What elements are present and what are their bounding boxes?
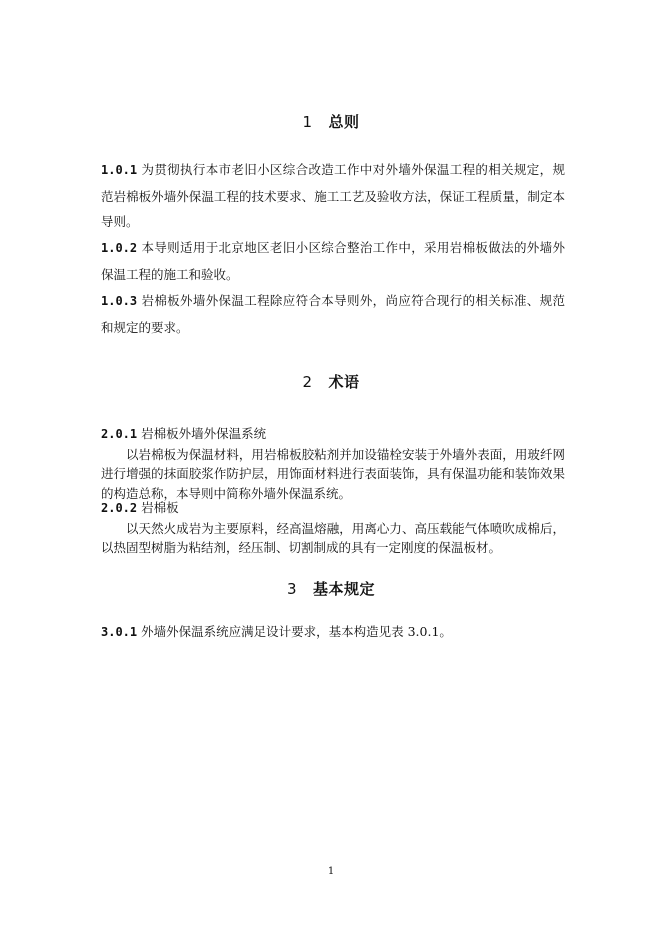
section-title: 术语	[328, 373, 360, 391]
clause-id: 2.0.2	[101, 501, 138, 515]
clause-id: 1.0.3	[101, 294, 138, 308]
clause-text: 本导则适用于北京地区老旧小区综合整治工作中，采用岩棉板做法的外墙外保温工程的施工和验收。	[101, 240, 565, 282]
section-number: 2	[302, 373, 313, 391]
section-title: 基本规定	[313, 580, 376, 598]
term-header	[101, 498, 565, 519]
clause-1-0-1	[101, 157, 565, 235]
page-number: 1	[327, 866, 335, 877]
clause-text: 为贯彻执行本市老旧小区综合改造工作中对外墙外保温工程的相关规定，规范岩棉板外墙外保温工程的技术要求、施工工艺及验收方法，保证工程质量，制定本导则。	[101, 162, 565, 229]
section-heading-2	[0, 371, 662, 392]
term-name: 岩棉板	[141, 500, 179, 515]
clause-id: 1.0.2	[101, 241, 138, 255]
clause-3-0-1	[101, 619, 565, 646]
term-header	[101, 424, 565, 445]
clause-id: 3.0.1	[101, 625, 138, 639]
section-title: 总则	[328, 113, 360, 131]
section-number: 1	[302, 113, 313, 131]
section-number: 3	[286, 580, 298, 598]
clause-1-0-2	[101, 235, 565, 287]
term-2-0-2	[101, 498, 565, 558]
section-heading-1	[0, 111, 662, 132]
term-name: 岩棉板外墙外保温系统	[141, 426, 267, 441]
term-2-0-1	[101, 424, 565, 503]
clause-1-0-3	[101, 288, 565, 340]
section-heading-3	[0, 578, 662, 599]
clause-text: 岩棉板外墙外保温工程除应符合本导则外，尚应符合现行的相关标准、规范和规定的要求。	[101, 293, 565, 335]
term-definition: 以天然火成岩为主要原料，经高温熔融，用离心力、高压载能气体喷吹成棉后，以热固型树脂为粘结剂，经压制、切割制成的具有一定刚度的保温板材。	[101, 520, 565, 555]
clause-id: 2.0.1	[101, 427, 138, 441]
term-definition: 以岩棉板为保温材料，用岩棉板胶粘剂并加设锚栓安装于外墙外表面，用玻纤网进行增强的抹面胶浆作防护层，用饰面材料进行表面装饰，具有保温功能和装饰效果的构造总称，本导则中简称外墙外保温系统。	[101, 446, 565, 501]
clause-text: 外墙外保温系统应满足设计要求，基本构造见表 3.0.1。	[141, 624, 452, 639]
clause-id: 1.0.1	[101, 163, 138, 177]
